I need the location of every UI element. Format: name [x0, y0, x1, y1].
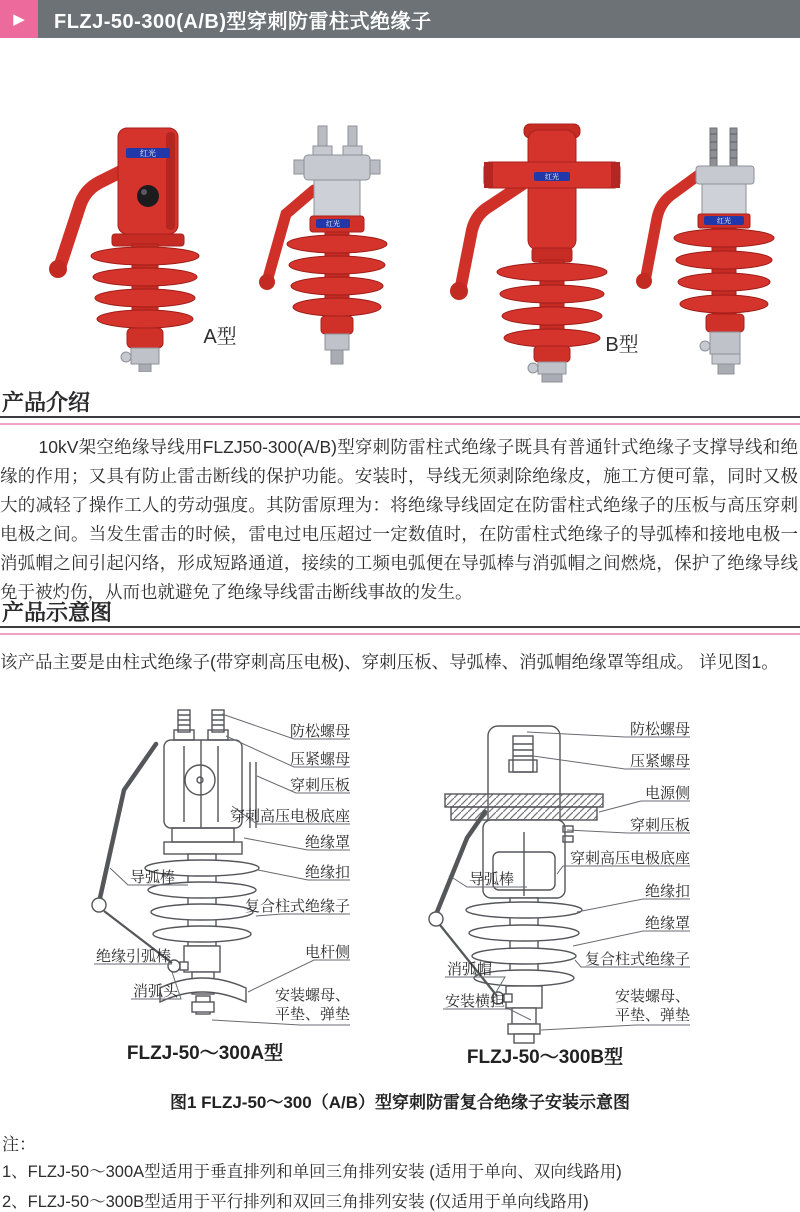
label-electrode-base: 穿刺高压电极底座 — [569, 850, 690, 867]
diagram-a — [60, 700, 400, 1065]
type-a-label: A型 — [203, 326, 237, 348]
label-lock-nut: 防松螺母 — [289, 723, 350, 740]
type-b-label: B型 — [605, 334, 639, 356]
label-insulation-cover: 绝缘罩 — [644, 915, 690, 932]
brand-logo-text: 红光 — [326, 221, 340, 228]
label-insulation-clip: 绝缘扣 — [644, 883, 690, 900]
schematic-divider-pink — [0, 633, 800, 635]
intro-divider-pink — [0, 423, 800, 425]
label-pierce-plate: 穿刺压板 — [629, 817, 690, 834]
label-mount-crossarm: 安装横担 — [445, 993, 506, 1010]
label-mount-nut-line1: 安装螺母、 — [274, 987, 350, 1004]
schematic-paragraph: 该产品主要是由柱式绝缘子(带穿刺高压电极)、穿刺压板、导弧棒、消弧帽绝缘罩等组成。 详见图1。 — [0, 652, 779, 672]
brand-logo-text: 红光 — [140, 149, 156, 158]
product-photos-section — [0, 38, 800, 368]
label-mount-nut-line2: 平垫、弹垫 — [614, 1007, 690, 1024]
note-item-2: 2、FLZJ-50～300B型适用于平行排列和双回三角排列安装 (仅适用于单向线路用) — [2, 1193, 589, 1211]
label-electrode-base: 穿刺高压电极底座 — [229, 808, 350, 825]
label-mount-nut — [615, 987, 690, 1025]
label-lock-nut: 防松螺母 — [629, 721, 690, 738]
label-pole-side: 电杆侧 — [304, 944, 350, 961]
schematic-divider-dark — [0, 626, 800, 628]
diagram-b — [405, 700, 800, 1065]
figure-caption: 图1 FLZJ-50～300（A/B）型穿刺防雷复合绝缘子安装示意图 — [170, 1093, 630, 1112]
brand-logo-text: 红光 — [717, 218, 731, 225]
intro-divider-dark — [0, 416, 800, 418]
label-composite-insulator: 复合柱式绝缘子 — [584, 951, 690, 968]
label-mount-nut-line1: 安装螺母、 — [614, 988, 690, 1005]
page-header — [0, 0, 800, 38]
label-pierce-plate: 穿刺压板 — [289, 777, 350, 794]
label-arc-lead-rod: 绝缘引弧棒 — [96, 948, 172, 965]
label-insulation-clip: 绝缘扣 — [304, 864, 350, 881]
header-arrow-box — [0, 0, 38, 38]
section-heading-schematic: 产品示意图 — [2, 600, 113, 625]
intro-paragraph: 10kV架空绝缘导线用FLZJ50-300(A/B)型穿刺防雷柱式绝缘子既具有普通针式绝缘子支撑导线和绝缘的作用；又具有防止雷击断线的保护功能。安装时，导线无须剥除绝缘皮，施工方便可靠，同时又极大的减轻了操作工人的劳动强度。其防雷原理为：将绝缘导线固定在防雷柱式绝缘子的压板与高压穿刺电极之间。当发生雷击的时候，雷电过电压超过一定数值时，在防雷柱式绝缘子的导弧棒和接地电极一消弧帽之间引起闪络，形成短路通道，接续的工频电弧便在导弧棒与消弧帽之间燃烧，保护了绝缘导线免于被灼伤，从而也就避免了绝缘导线雷击断线事故的发生。 — [0, 437, 798, 602]
product-photo-a-side — [252, 120, 442, 368]
notes-label: 注： — [2, 1135, 36, 1154]
diagram-a-caption: FLZJ-50～300A型 — [126, 1043, 284, 1064]
brand-logo-text: 红光 — [545, 174, 559, 181]
label-mount-nut-line2: 平垫、弹垫 — [274, 1006, 350, 1023]
label-press-nut: 压紧螺母 — [289, 751, 350, 768]
section-heading-intro: 产品介绍 — [2, 390, 91, 415]
label-power-side: 电源侧 — [644, 785, 690, 802]
label-arc-head: 消弧头 — [133, 983, 179, 1000]
arrow-icon: ▶ — [13, 10, 25, 28]
diagram-b-caption: FLZJ-50～300B型 — [466, 1047, 624, 1068]
label-press-nut: 压紧螺母 — [629, 753, 690, 770]
label-mount-nut — [275, 986, 350, 1024]
label-arc-rod: 导弧棒 — [469, 871, 515, 888]
label-insulation-cover: 绝缘罩 — [304, 834, 350, 851]
label-arc-rod: 导弧棒 — [130, 869, 176, 886]
note-item-1: 1、FLZJ-50～300A型适用于垂直排列和单回三角排列安装 (适用于单向、双向线路用) — [2, 1163, 622, 1181]
label-arc-cap: 消弧帽 — [447, 961, 493, 978]
page-title: FLZJ-50-300(A/B)型穿刺防雷柱式绝缘子 — [54, 10, 432, 33]
label-composite-insulator: 复合柱式绝缘子 — [244, 898, 350, 915]
